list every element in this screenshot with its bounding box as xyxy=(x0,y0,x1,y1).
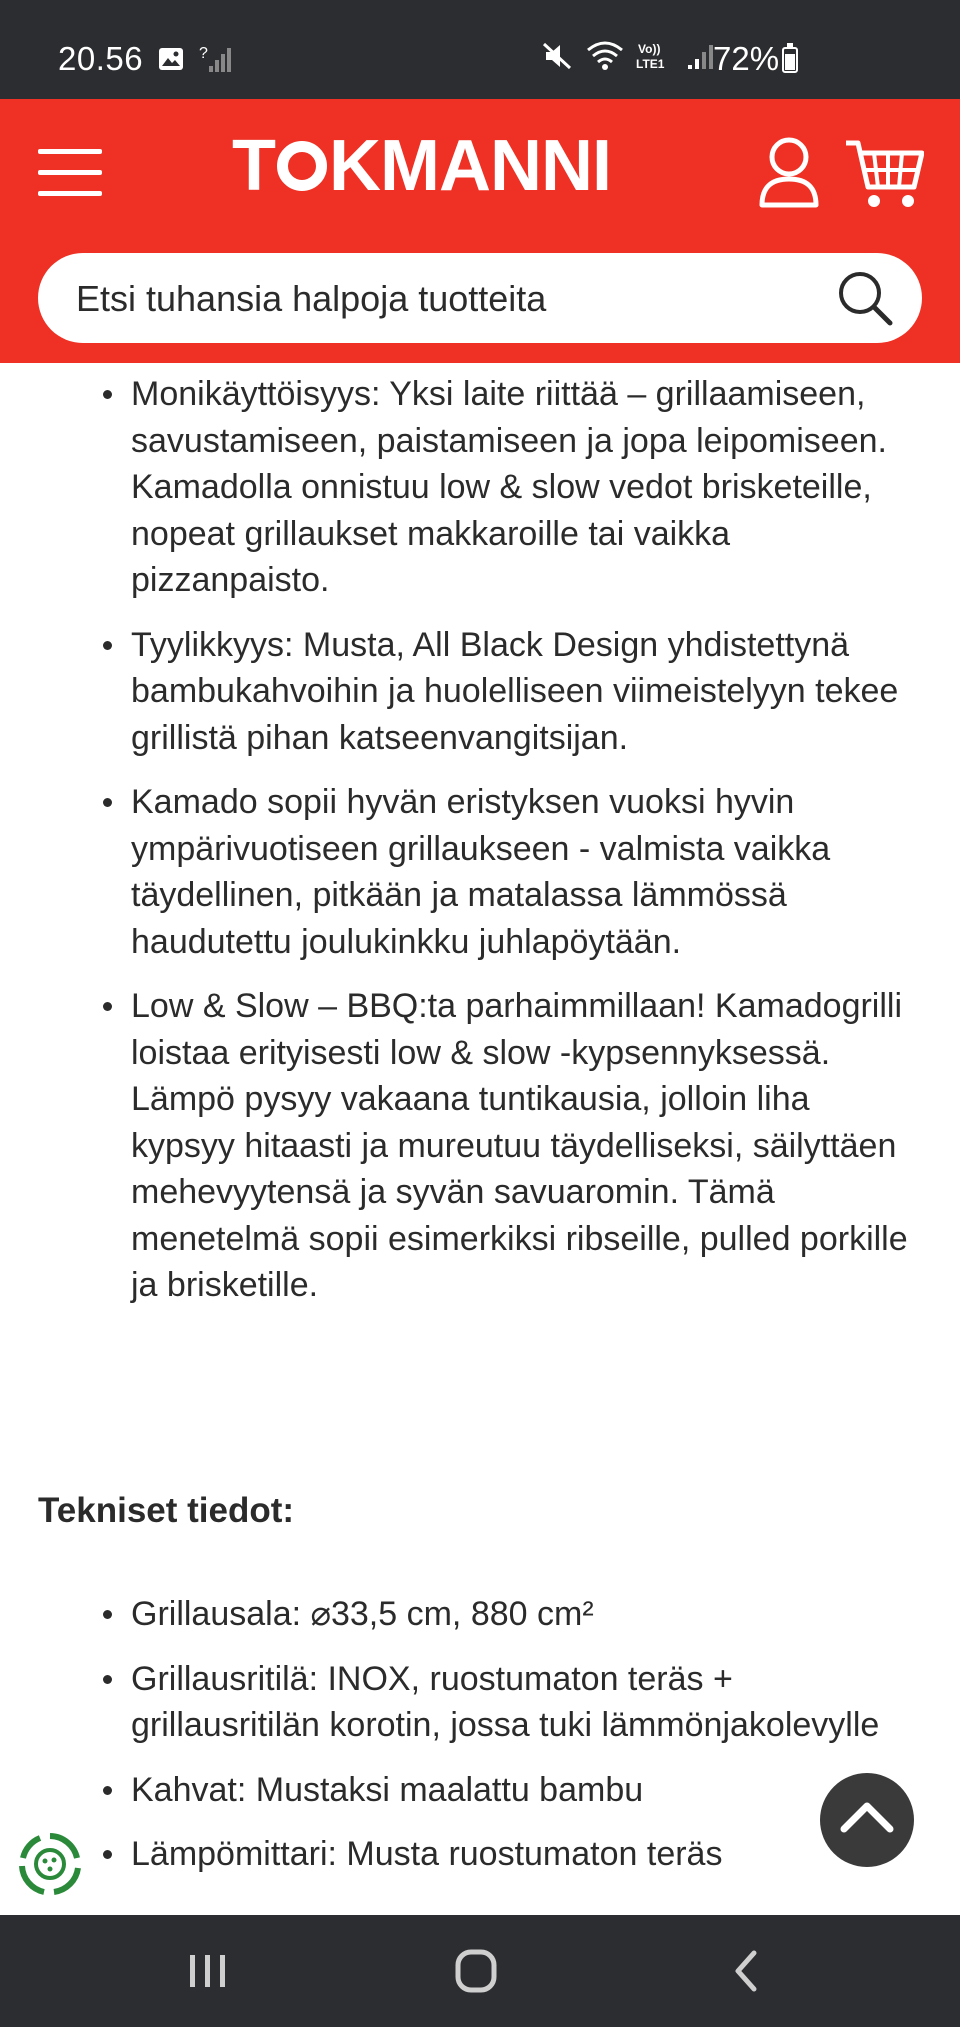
search-bar xyxy=(38,253,922,343)
home-icon xyxy=(446,1943,506,1999)
account-button[interactable] xyxy=(758,135,820,209)
status-time: 20.56 xyxy=(58,40,144,77)
signal-question-icon xyxy=(199,44,231,74)
image-icon xyxy=(157,46,185,72)
svg-text:?: ? xyxy=(199,45,208,62)
spec-item: Lämpömittari: Musta ruostumaton teräs xyxy=(0,1831,960,1878)
site-header xyxy=(0,99,960,363)
volte-icon xyxy=(636,40,676,72)
eco-badge[interactable] xyxy=(14,1828,86,1900)
logo-o-ring xyxy=(277,141,327,191)
menu-button[interactable] xyxy=(38,149,102,203)
tech-specs-heading: Tekniset tiedot: xyxy=(38,1491,295,1530)
search-icon xyxy=(836,269,894,327)
status-left xyxy=(58,40,231,78)
feature-item: Tyylikkyys: Musta, All Black Design yhdistettynä bambukahvoihin ja huolelliseen viimeistelyyn tekee grillistä pihan katseenvangitsijan. xyxy=(0,622,960,762)
status-bar xyxy=(0,0,960,99)
menu-icon xyxy=(38,149,102,154)
search-button[interactable] xyxy=(836,269,894,327)
recent-apps-button[interactable] xyxy=(178,1943,238,1999)
home-button[interactable] xyxy=(446,1943,506,1999)
feature-item: Kamado sopii hyvän eristyksen vuoksi hyvin ympärivuotiseen grillaukseen - valmista vaikka täydellinen, pitkään ja matalassa lämmössä haudutettu joulukinkku juhlapöytään. xyxy=(0,779,960,965)
back-icon xyxy=(716,1943,776,1999)
svg-text:LTE1: LTE1 xyxy=(636,57,665,71)
chevron-up-icon xyxy=(820,1773,914,1867)
wifi-icon xyxy=(586,40,624,72)
user-icon xyxy=(758,135,820,209)
cart-button[interactable] xyxy=(844,137,924,211)
spec-item: Grillausala: ⌀33,5 cm, 880 cm² xyxy=(0,1591,960,1638)
scroll-to-top-button[interactable] xyxy=(820,1773,914,1867)
recycle-badge-icon xyxy=(14,1828,86,1900)
tech-specs-list xyxy=(0,1591,960,1896)
status-right xyxy=(540,40,714,72)
signal-icon xyxy=(688,41,714,71)
mute-icon xyxy=(540,40,574,72)
search-input[interactable] xyxy=(74,253,838,345)
cart-icon xyxy=(844,137,924,211)
recent-apps-icon xyxy=(178,1943,238,1999)
battery-icon xyxy=(782,47,798,73)
spec-item: Grillausritilä: INOX, ruostumaton teräs + grillausritilän korotin, jossa tuki lämmönjakolevylle xyxy=(0,1656,960,1749)
tokmanni-logo[interactable]: T KMANNI xyxy=(232,126,611,206)
feature-item: Monikäyttöisyys: Yksi laite riittää – grillaamiseen, savustamiseen, paistamiseen ja jopa leipomiseen. Kamadolla onnistuu low & slow vedot brisketeille, nopeat grillaukset makkaroille tai vaikka pizzanpaisto. xyxy=(0,371,960,604)
battery-percent: 72% xyxy=(713,40,780,77)
svg-text:Vo)): Vo)) xyxy=(638,42,661,56)
feature-list xyxy=(0,371,960,1327)
back-button[interactable] xyxy=(716,1943,776,1999)
product-description xyxy=(0,363,960,1915)
spec-item: Kahvat: Mustaksi maalattu bambu xyxy=(0,1767,960,1814)
feature-item: Low & Slow – BBQ:ta parhaimmillaan! Kamadogrilli loistaa erityisesti low & slow -kypsennyksessä. Lämpö pysyy vakaana tuntikausia, jolloin liha kypsyy hitaasti ja mureutuu täydelliseksi, säilyttäen mehevyytensä ja syvän savuaromin. Tämä menetelmä sopii esimerkiksi ribseille, pulled porkille ja brisketille. xyxy=(0,983,960,1309)
system-nav-bar xyxy=(0,1915,960,2027)
